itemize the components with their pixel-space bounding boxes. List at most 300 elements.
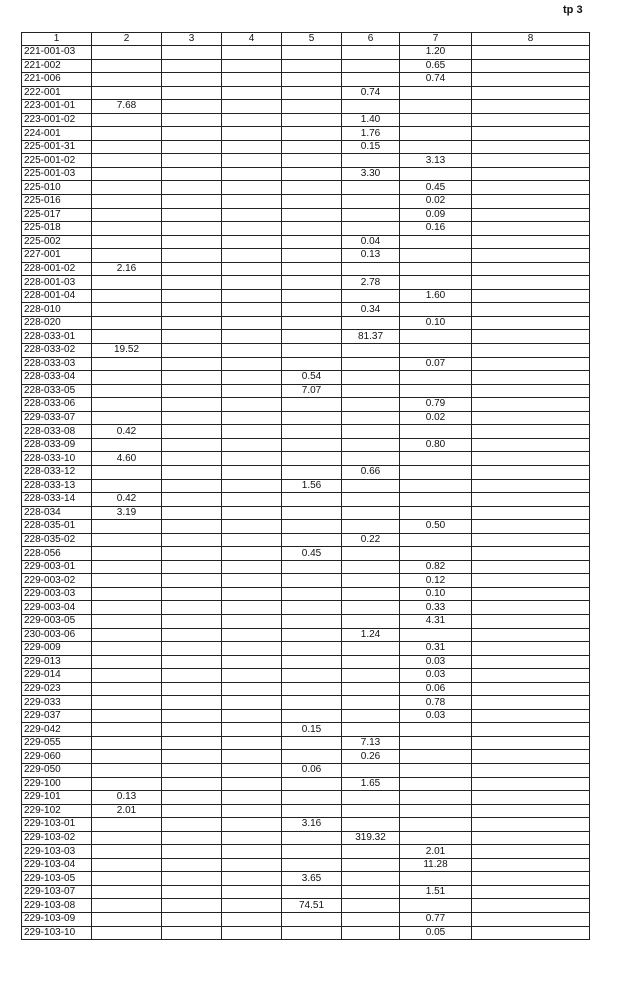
row-code-cell: 229-014 — [22, 669, 92, 683]
row-code-cell: 228-010 — [22, 303, 92, 317]
value-cell — [92, 398, 162, 412]
table-row — [22, 763, 590, 777]
value-cell: 2.78 — [342, 276, 400, 290]
value-cell — [92, 330, 162, 344]
value-cell — [162, 46, 222, 60]
value-cell: 0.13 — [342, 249, 400, 263]
value-cell: 0.15 — [282, 723, 342, 737]
table-row — [22, 614, 590, 628]
table-row — [22, 398, 590, 412]
value-cell — [472, 614, 590, 628]
value-cell — [222, 330, 282, 344]
value-cell — [222, 872, 282, 886]
value-cell — [92, 574, 162, 588]
value-cell — [222, 899, 282, 913]
header-row — [22, 33, 590, 46]
value-cell — [282, 235, 342, 249]
row-code-cell: 228-033-12 — [22, 465, 92, 479]
column-header: 8 — [472, 33, 590, 46]
value-cell — [472, 696, 590, 710]
value-cell — [342, 601, 400, 615]
table-row — [22, 276, 590, 290]
value-cell — [162, 330, 222, 344]
value-cell — [472, 452, 590, 466]
table-row — [22, 181, 590, 195]
value-cell — [400, 899, 472, 913]
row-code-cell: 229-037 — [22, 709, 92, 723]
value-cell — [92, 669, 162, 683]
value-cell: 1.76 — [342, 127, 400, 141]
value-cell — [342, 709, 400, 723]
value-cell — [222, 831, 282, 845]
page-number: tp 3 — [563, 4, 583, 16]
table-row — [22, 791, 590, 805]
value-cell — [472, 669, 590, 683]
value-cell — [282, 506, 342, 520]
value-cell — [472, 872, 590, 886]
value-cell — [162, 479, 222, 493]
table-row — [22, 655, 590, 669]
value-cell: 0.66 — [342, 465, 400, 479]
value-cell — [162, 438, 222, 452]
value-cell — [282, 614, 342, 628]
value-cell — [282, 262, 342, 276]
value-cell: 7.68 — [92, 100, 162, 114]
value-cell — [162, 425, 222, 439]
value-cell — [222, 303, 282, 317]
table-row — [22, 669, 590, 683]
row-code-cell: 229-100 — [22, 777, 92, 791]
value-cell — [472, 59, 590, 73]
value-cell — [400, 140, 472, 154]
value-cell — [400, 628, 472, 642]
table-row — [22, 587, 590, 601]
row-code-cell: 228-033-09 — [22, 438, 92, 452]
value-cell — [342, 655, 400, 669]
value-cell — [92, 696, 162, 710]
value-cell: 0.79 — [400, 398, 472, 412]
row-code-cell: 228-034 — [22, 506, 92, 520]
value-cell — [400, 723, 472, 737]
value-cell — [342, 316, 400, 330]
value-cell — [222, 425, 282, 439]
value-cell — [92, 195, 162, 209]
value-cell — [162, 723, 222, 737]
value-cell — [472, 655, 590, 669]
value-cell — [222, 885, 282, 899]
value-cell — [282, 601, 342, 615]
table-row — [22, 167, 590, 181]
value-cell: 1.24 — [342, 628, 400, 642]
value-cell — [92, 858, 162, 872]
value-cell — [282, 533, 342, 547]
row-code-cell: 228-033-02 — [22, 344, 92, 358]
value-cell: 74.51 — [282, 899, 342, 913]
value-cell — [400, 479, 472, 493]
value-cell — [400, 506, 472, 520]
value-cell — [162, 411, 222, 425]
table-row — [22, 452, 590, 466]
value-cell — [472, 140, 590, 154]
row-code-cell: 221-002 — [22, 59, 92, 73]
value-cell — [222, 696, 282, 710]
value-cell — [342, 222, 400, 236]
value-cell — [162, 709, 222, 723]
value-cell: 0.31 — [400, 642, 472, 656]
value-cell: 4.60 — [92, 452, 162, 466]
value-cell — [162, 763, 222, 777]
value-cell — [472, 303, 590, 317]
value-cell — [400, 763, 472, 777]
value-cell — [282, 100, 342, 114]
column-header: 5 — [282, 33, 342, 46]
row-code-cell: 229-033 — [22, 696, 92, 710]
value-cell — [472, 750, 590, 764]
value-cell — [222, 357, 282, 371]
value-cell — [342, 262, 400, 276]
table-row — [22, 709, 590, 723]
value-cell — [162, 357, 222, 371]
value-cell — [92, 913, 162, 927]
value-cell — [222, 222, 282, 236]
value-cell — [472, 709, 590, 723]
value-cell — [472, 276, 590, 290]
value-cell — [162, 59, 222, 73]
value-cell — [472, 736, 590, 750]
value-cell — [92, 831, 162, 845]
value-cell: 0.03 — [400, 655, 472, 669]
table-row — [22, 154, 590, 168]
value-cell — [222, 547, 282, 561]
value-cell: 0.34 — [342, 303, 400, 317]
value-cell — [342, 195, 400, 209]
value-cell — [342, 398, 400, 412]
value-cell — [162, 493, 222, 507]
value-cell: 3.16 — [282, 818, 342, 832]
row-code-cell: 228-001-03 — [22, 276, 92, 290]
row-code-cell: 228-033-10 — [22, 452, 92, 466]
value-cell — [342, 587, 400, 601]
row-code-cell: 229-003-04 — [22, 601, 92, 615]
value-cell — [472, 560, 590, 574]
value-cell — [92, 736, 162, 750]
table-row — [22, 506, 590, 520]
value-cell: 0.16 — [400, 222, 472, 236]
value-cell — [222, 195, 282, 209]
value-cell — [92, 357, 162, 371]
value-cell — [282, 493, 342, 507]
value-cell: 0.33 — [400, 601, 472, 615]
row-code-cell: 229-023 — [22, 682, 92, 696]
value-cell — [472, 520, 590, 534]
value-cell — [282, 357, 342, 371]
value-cell — [92, 520, 162, 534]
value-cell — [92, 235, 162, 249]
value-cell — [222, 574, 282, 588]
value-cell: 0.50 — [400, 520, 472, 534]
row-code-cell: 229-050 — [22, 763, 92, 777]
row-code-cell: 229-009 — [22, 642, 92, 656]
value-cell — [162, 289, 222, 303]
value-cell — [162, 100, 222, 114]
value-cell — [162, 520, 222, 534]
value-cell — [472, 547, 590, 561]
value-cell — [472, 831, 590, 845]
value-cell — [92, 818, 162, 832]
value-cell — [92, 682, 162, 696]
row-code-cell: 228-035-02 — [22, 533, 92, 547]
value-cell — [282, 195, 342, 209]
row-code-cell: 225-017 — [22, 208, 92, 222]
row-code-cell: 228-001-02 — [22, 262, 92, 276]
row-code-cell: 229-103-07 — [22, 885, 92, 899]
value-cell — [472, 195, 590, 209]
value-cell — [162, 262, 222, 276]
value-cell — [342, 763, 400, 777]
value-cell — [92, 154, 162, 168]
table-row — [22, 357, 590, 371]
value-cell — [472, 574, 590, 588]
value-cell — [400, 86, 472, 100]
row-code-cell: 229-103-02 — [22, 831, 92, 845]
row-code-cell: 229-103-08 — [22, 899, 92, 913]
value-cell — [342, 371, 400, 385]
value-cell — [222, 804, 282, 818]
value-cell: 0.45 — [282, 547, 342, 561]
table-row — [22, 493, 590, 507]
value-cell — [162, 885, 222, 899]
value-cell — [162, 371, 222, 385]
value-cell — [222, 127, 282, 141]
row-code-cell: 221-006 — [22, 73, 92, 87]
value-cell — [162, 547, 222, 561]
value-cell — [222, 669, 282, 683]
value-cell — [92, 59, 162, 73]
row-code-cell: 228-056 — [22, 547, 92, 561]
row-code-cell: 230-003-06 — [22, 628, 92, 642]
value-cell — [162, 154, 222, 168]
table-row — [22, 344, 590, 358]
value-cell — [92, 411, 162, 425]
value-cell — [342, 723, 400, 737]
value-cell — [342, 885, 400, 899]
table-row — [22, 913, 590, 927]
value-cell — [472, 506, 590, 520]
row-code-cell: 223-001-01 — [22, 100, 92, 114]
table-row — [22, 222, 590, 236]
value-cell — [400, 547, 472, 561]
value-cell: 2.01 — [92, 804, 162, 818]
value-cell — [92, 709, 162, 723]
value-cell — [92, 655, 162, 669]
table-body — [22, 46, 590, 940]
table-row — [22, 316, 590, 330]
value-cell: 0.06 — [400, 682, 472, 696]
value-cell — [162, 777, 222, 791]
table-row — [22, 574, 590, 588]
value-cell: 1.20 — [400, 46, 472, 60]
value-cell — [92, 113, 162, 127]
value-cell — [92, 276, 162, 290]
table-row — [22, 208, 590, 222]
value-cell — [222, 276, 282, 290]
value-cell — [162, 276, 222, 290]
value-cell — [162, 249, 222, 263]
value-cell — [400, 262, 472, 276]
value-cell: 0.02 — [400, 411, 472, 425]
row-code-cell: 225-002 — [22, 235, 92, 249]
value-cell — [472, 465, 590, 479]
value-cell — [342, 791, 400, 805]
value-cell — [92, 73, 162, 87]
data-table — [21, 32, 590, 940]
value-cell — [162, 682, 222, 696]
value-cell — [472, 425, 590, 439]
value-cell — [342, 100, 400, 114]
value-cell — [472, 208, 590, 222]
value-cell — [342, 411, 400, 425]
value-cell — [162, 614, 222, 628]
value-cell — [222, 777, 282, 791]
value-cell: 7.07 — [282, 384, 342, 398]
value-cell — [222, 398, 282, 412]
value-cell — [222, 86, 282, 100]
table-row — [22, 804, 590, 818]
value-cell — [92, 208, 162, 222]
row-code-cell: 228-020 — [22, 316, 92, 330]
row-code-cell: 227-001 — [22, 249, 92, 263]
value-cell — [342, 452, 400, 466]
column-header: 6 — [342, 33, 400, 46]
row-code-cell: 223-001-02 — [22, 113, 92, 127]
value-cell — [92, 303, 162, 317]
value-cell — [282, 208, 342, 222]
value-cell — [400, 235, 472, 249]
row-code-cell: 229-102 — [22, 804, 92, 818]
row-code-cell: 229-103-04 — [22, 858, 92, 872]
value-cell — [472, 249, 590, 263]
value-cell — [222, 493, 282, 507]
value-cell: 3.13 — [400, 154, 472, 168]
value-cell — [472, 73, 590, 87]
table-row — [22, 59, 590, 73]
table-row — [22, 885, 590, 899]
value-cell — [342, 669, 400, 683]
value-cell — [282, 344, 342, 358]
value-cell — [222, 262, 282, 276]
value-cell — [282, 777, 342, 791]
table-row — [22, 411, 590, 425]
row-code-cell: 229-003-05 — [22, 614, 92, 628]
value-cell — [342, 154, 400, 168]
value-cell — [282, 587, 342, 601]
value-cell — [222, 845, 282, 859]
table-row — [22, 465, 590, 479]
value-cell — [342, 560, 400, 574]
value-cell — [282, 249, 342, 263]
value-cell — [472, 791, 590, 805]
value-cell — [222, 167, 282, 181]
value-cell — [342, 479, 400, 493]
value-cell — [342, 73, 400, 87]
row-code-cell: 228-033-01 — [22, 330, 92, 344]
value-cell: 0.06 — [282, 763, 342, 777]
value-cell — [472, 913, 590, 927]
value-cell — [400, 777, 472, 791]
value-cell: 1.56 — [282, 479, 342, 493]
value-cell — [92, 926, 162, 940]
value-cell — [162, 208, 222, 222]
value-cell — [162, 858, 222, 872]
value-cell — [342, 614, 400, 628]
value-cell — [222, 438, 282, 452]
value-cell — [400, 452, 472, 466]
value-cell — [472, 181, 590, 195]
value-cell — [92, 465, 162, 479]
value-cell — [472, 113, 590, 127]
value-cell — [222, 506, 282, 520]
value-cell — [400, 736, 472, 750]
value-cell — [162, 899, 222, 913]
value-cell — [282, 59, 342, 73]
value-cell — [472, 100, 590, 114]
value-cell — [92, 899, 162, 913]
value-cell — [472, 46, 590, 60]
row-code-cell: 229-103-10 — [22, 926, 92, 940]
value-cell — [282, 655, 342, 669]
value-cell — [162, 73, 222, 87]
value-cell — [282, 804, 342, 818]
value-cell — [282, 750, 342, 764]
value-cell — [282, 154, 342, 168]
table-row — [22, 560, 590, 574]
row-code-cell: 229-042 — [22, 723, 92, 737]
value-cell — [472, 86, 590, 100]
value-cell — [162, 642, 222, 656]
row-code-cell: 225-001-31 — [22, 140, 92, 154]
row-code-cell: 229-003-01 — [22, 560, 92, 574]
value-cell — [400, 533, 472, 547]
table-row — [22, 858, 590, 872]
value-cell — [282, 465, 342, 479]
value-cell — [400, 344, 472, 358]
value-cell — [342, 344, 400, 358]
row-code-cell: 228-001-04 — [22, 289, 92, 303]
table-row — [22, 601, 590, 615]
value-cell — [162, 316, 222, 330]
value-cell — [342, 425, 400, 439]
value-cell: 0.03 — [400, 669, 472, 683]
value-cell — [342, 818, 400, 832]
value-cell — [282, 127, 342, 141]
value-cell: 0.74 — [342, 86, 400, 100]
value-cell — [222, 316, 282, 330]
value-cell — [400, 127, 472, 141]
value-cell — [282, 167, 342, 181]
value-cell — [472, 127, 590, 141]
table-row — [22, 425, 590, 439]
value-cell: 0.80 — [400, 438, 472, 452]
value-cell — [282, 709, 342, 723]
value-cell — [472, 384, 590, 398]
value-cell — [92, 723, 162, 737]
value-cell — [400, 113, 472, 127]
value-cell — [342, 872, 400, 886]
value-cell — [162, 628, 222, 642]
value-cell — [222, 154, 282, 168]
value-cell — [162, 913, 222, 927]
value-cell — [282, 926, 342, 940]
